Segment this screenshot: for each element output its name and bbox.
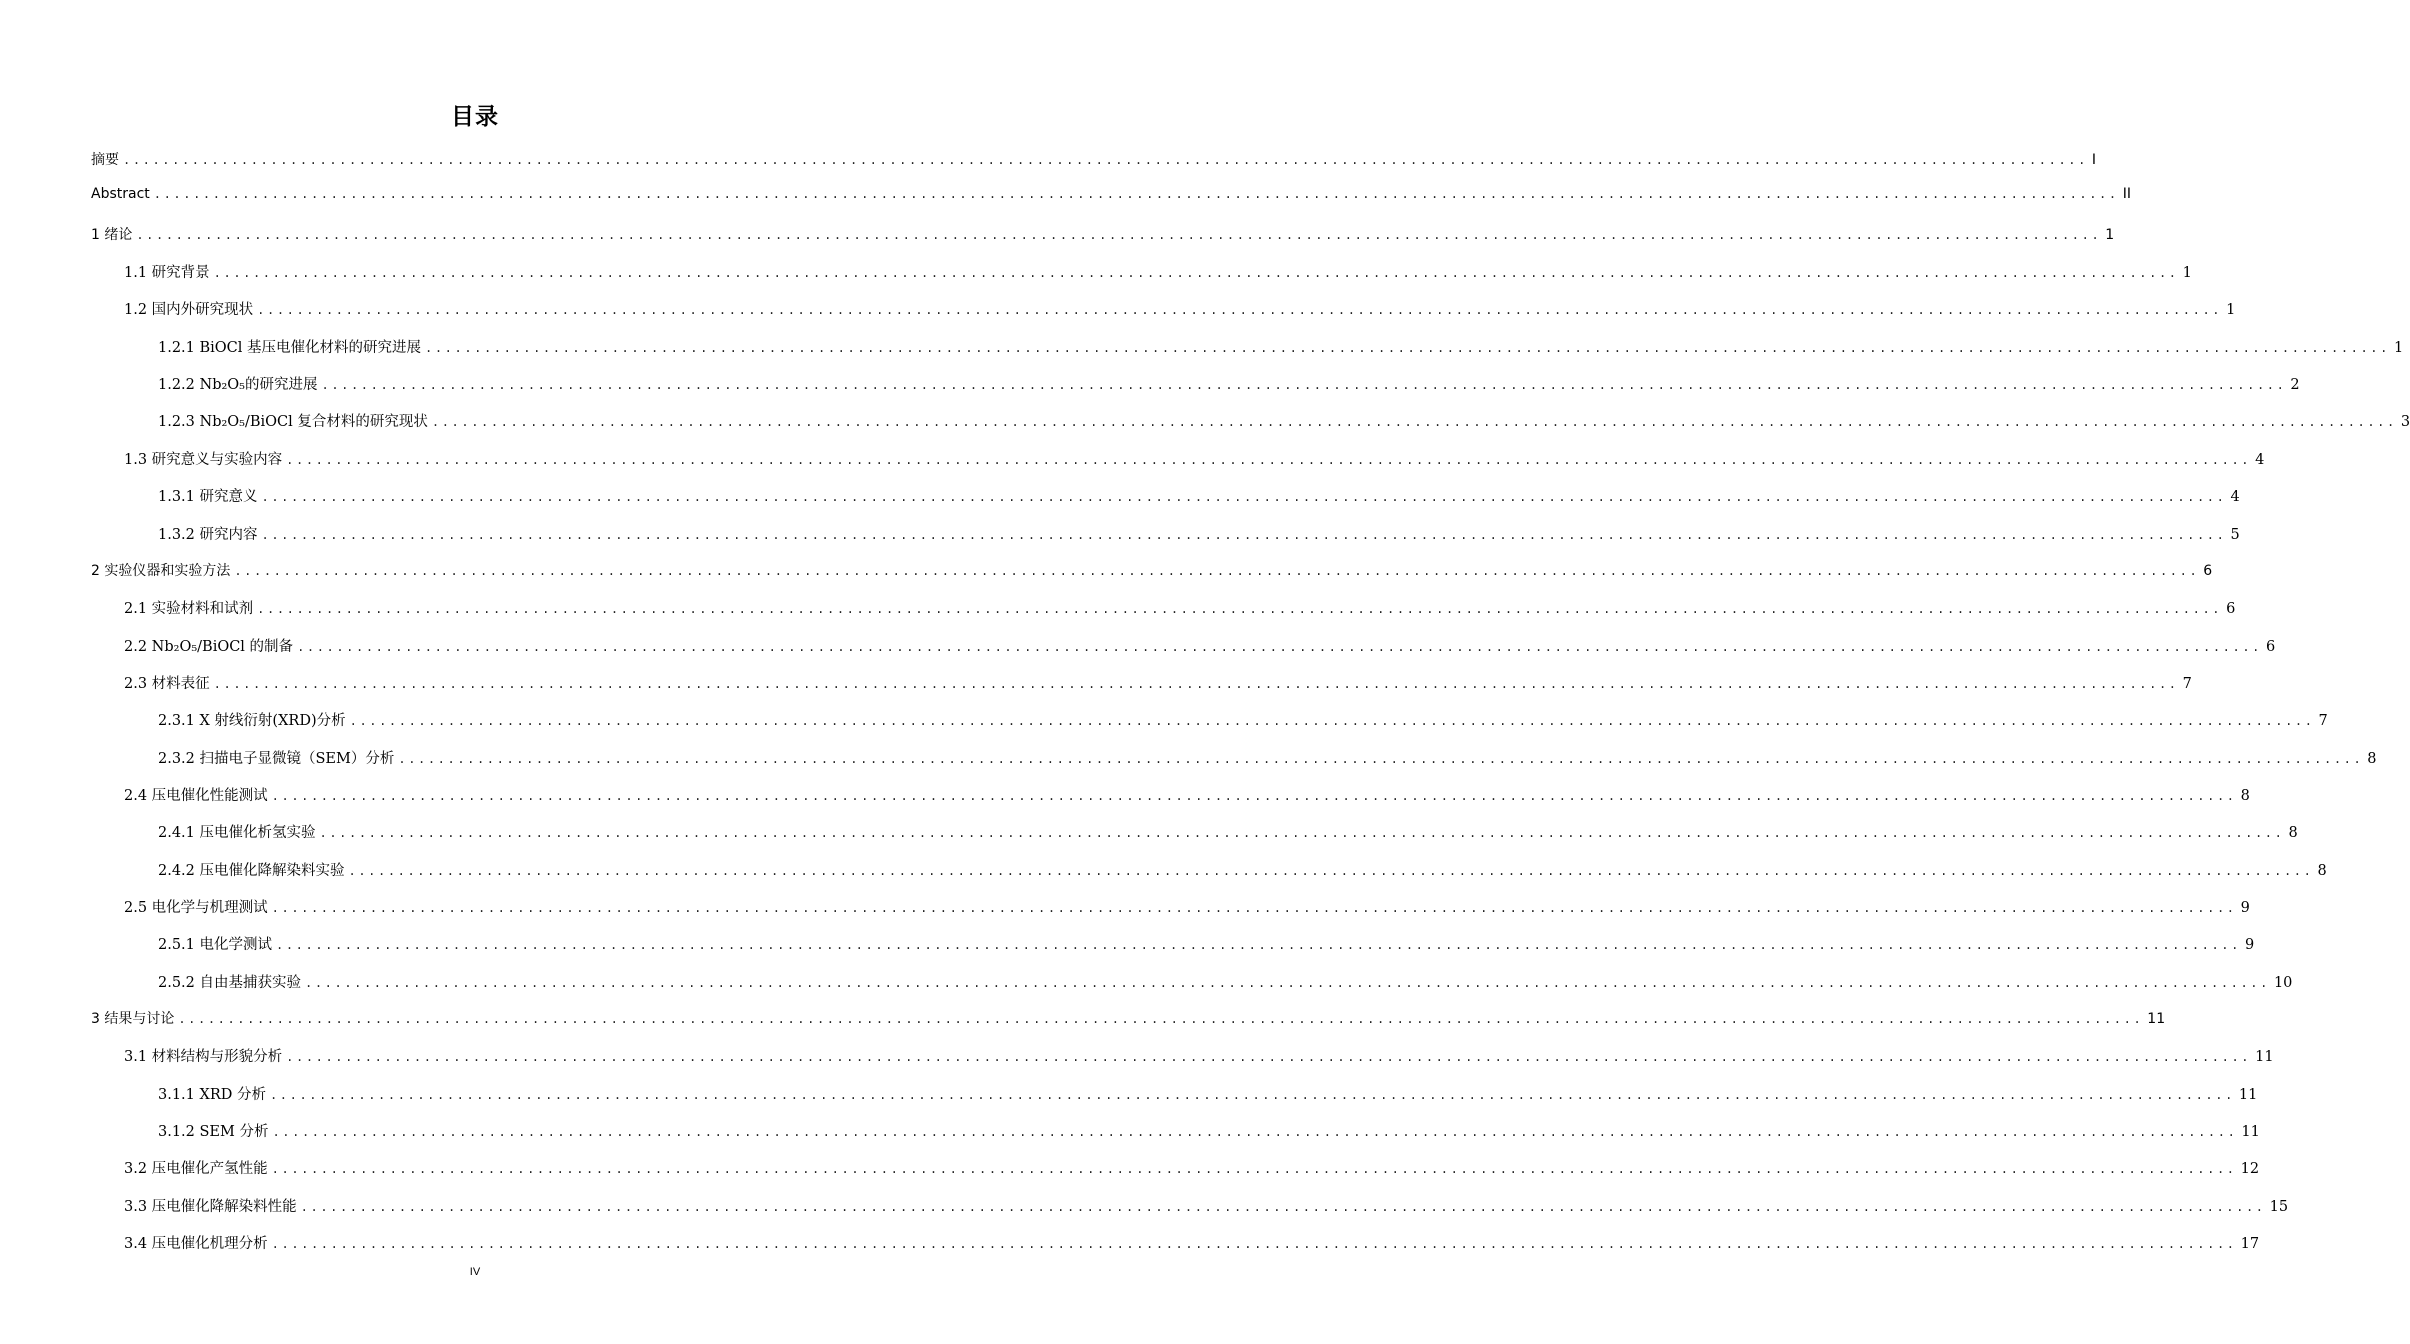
- toc-entry-label: 2.3.2 扫描电子显微镜（SEM）分析: [158, 751, 395, 767]
- toc-entry-label: 2.5.1 电化学测试: [158, 937, 273, 953]
- toc-entry-page: 12: [2240, 1161, 2260, 1177]
- toc-entry-page: 17: [2240, 1236, 2260, 1252]
- toc-leader-dots: ........................................................................................................................................................................................................: [276, 938, 2241, 952]
- toc-entry-page: 11: [2238, 1087, 2258, 1103]
- toc-leader-dots: ........................................................................................................................................................................................................: [271, 1162, 2237, 1176]
- page-number: IV: [469, 1266, 481, 1278]
- toc-entry-label: 3.1.2 SEM 分析: [158, 1124, 269, 1140]
- toc-entry[interactable]: [158, 933, 2255, 955]
- toc-leader-dots: ........................................................................................................................................................................................................: [271, 789, 2237, 803]
- toc-leader-dots: ........................................................................................................................................................................................................: [349, 714, 2315, 728]
- toc-entry[interactable]: [91, 149, 2097, 171]
- toc-entry[interactable]: [158, 859, 2327, 881]
- toc-entry-page: 3: [2400, 414, 2410, 430]
- toc-entry-page: 8: [2317, 863, 2327, 879]
- toc-leader-dots: ........................................................................................................................................................................................................: [431, 415, 2397, 429]
- toc-entry-page: 10: [2273, 975, 2293, 991]
- toc-entry[interactable]: [91, 1008, 2166, 1030]
- toc-entry[interactable]: [158, 485, 2240, 507]
- toc-entry-label: 摘要: [91, 152, 119, 168]
- toc-entry-label: 2.2 Nb₂O₅/BiOCl 的制备: [124, 639, 294, 655]
- toc-entry[interactable]: [91, 224, 2115, 246]
- toc-entry[interactable]: [158, 821, 2298, 843]
- toc-entry-label: 1.1 研究背景: [124, 265, 210, 281]
- toc-leader-dots: ........................................................................................................................................................................................................: [271, 901, 2237, 915]
- toc-entry-label: 2.3 材料表征: [124, 676, 210, 692]
- toc-leader-dots: ........................................................................................................................................................................................................: [269, 1088, 2235, 1102]
- toc-entry-page: 4: [2255, 452, 2265, 468]
- toc-entry[interactable]: [158, 1120, 2260, 1142]
- toc-leader-dots: ........................................................................................................................................................................................................: [286, 1050, 2252, 1064]
- toc-entry-label: 1.2.1 BiOCl 基压电催化材料的研究进展: [158, 340, 422, 356]
- toc-entry-label: 1.2 国内外研究现状: [124, 302, 254, 318]
- toc-entry-page: 5: [2230, 527, 2240, 543]
- toc-entry-label: 2 实验仪器和实验方法: [91, 563, 231, 579]
- toc-leader-dots: ........................................................................................................................................................................................................: [425, 341, 2390, 355]
- toc-entry-label: 1.2.3 Nb₂O₅/BiOCl 复合材料的研究现状: [158, 414, 428, 430]
- toc-entry[interactable]: [91, 186, 2131, 208]
- toc-leader-dots: ........................................................................................................................................................................................................: [271, 1237, 2237, 1251]
- toc-entry-label: Abstract: [91, 186, 150, 202]
- toc-leader-dots: ........................................................................................................................................................................................................: [348, 864, 2314, 878]
- toc-entry[interactable]: [124, 1232, 2260, 1254]
- toc-entry[interactable]: [124, 784, 2250, 806]
- toc-entry[interactable]: [158, 971, 2293, 993]
- toc-leader-dots: ........................................................................................................................................................................................................: [153, 187, 2119, 201]
- toc-entry-page: 9: [2244, 937, 2255, 953]
- toc-leader-dots: ........................................................................................................................................................................................................: [257, 303, 2223, 317]
- toc-entry[interactable]: [124, 1195, 2289, 1217]
- toc-entry-label: 3 结果与讨论: [91, 1011, 175, 1027]
- toc-entry[interactable]: [124, 298, 2236, 320]
- toc-entry-label: 1.3.2 研究内容: [158, 527, 258, 543]
- toc-entry-page: 6: [2203, 563, 2213, 579]
- toc-entry[interactable]: [124, 672, 2192, 694]
- toc-entry[interactable]: [124, 896, 2250, 918]
- toc-leader-dots: ........................................................................................................................................................................................................: [305, 976, 2270, 990]
- toc-entry-page: 1: [2182, 265, 2192, 281]
- toc-entry-page: 11: [2147, 1011, 2166, 1027]
- toc-entry-page: 8: [2367, 751, 2377, 767]
- toc-entry-page: 11: [2241, 1124, 2260, 1140]
- toc-entry-label: 3.1.1 XRD 分析: [158, 1087, 266, 1103]
- toc-entry-label: 2.4.1 压电催化析氢实验: [158, 825, 316, 841]
- toc-entry[interactable]: [158, 373, 2300, 395]
- toc-entry-label: 2.4 压电催化性能测试: [124, 788, 268, 804]
- toc-entry[interactable]: [124, 1045, 2274, 1067]
- toc-entry-label: 1 绪论: [91, 227, 133, 243]
- toc-entry-page: 7: [2318, 713, 2328, 729]
- toc-entry-label: 3.4 压电催化机理分析: [124, 1236, 268, 1252]
- toc-entry-page: 7: [2182, 676, 2192, 692]
- toc-leader-dots: ........................................................................................................................................................................................................: [286, 453, 2252, 467]
- toc-entry-page: 1: [2393, 340, 2404, 356]
- toc-entry-page: 8: [2240, 788, 2250, 804]
- toc-entry-page: 9: [2240, 900, 2250, 916]
- toc-leader-dots: ........................................................................................................................................................................................................: [321, 378, 2287, 392]
- toc-entry-page: 15: [2269, 1199, 2289, 1215]
- toc-leader-dots: ........................................................................................................................................................................................................: [234, 564, 2200, 578]
- toc-entry[interactable]: [124, 448, 2265, 470]
- toc-leader-dots: ........................................................................................................................................................................................................: [178, 1012, 2144, 1026]
- toc-leader-dots: ........................................................................................................................................................................................................: [136, 228, 2102, 242]
- toc-entry-label: 1.3 研究意义与实验内容: [124, 452, 283, 468]
- toc-entry[interactable]: [124, 261, 2192, 283]
- toc-entry[interactable]: [124, 1157, 2260, 1179]
- toc-entry[interactable]: [158, 709, 2328, 731]
- toc-leader-dots: ........................................................................................................................................................................................................: [398, 752, 2364, 766]
- toc-entry-page: 6: [2265, 639, 2276, 655]
- toc-leader-dots: ........................................................................................................................................................................................................: [123, 153, 2088, 167]
- toc-entry-label: 3.1 材料结构与形貌分析: [124, 1049, 283, 1065]
- toc-entry-label: 2.5 电化学与机理测试: [124, 900, 268, 916]
- toc-entry-label: 3.2 压电催化产氢性能: [124, 1161, 268, 1177]
- toc-entry-label: 2.1 实验材料和试剂: [124, 601, 254, 617]
- toc-entry[interactable]: [124, 635, 2276, 657]
- toc-leader-dots: ........................................................................................................................................................................................................: [213, 266, 2179, 280]
- toc-entry[interactable]: [91, 560, 2213, 582]
- toc-leader-dots: ........................................................................................................................................................................................................: [261, 528, 2227, 542]
- toc-entry-page: 8: [2288, 825, 2298, 841]
- toc-entry-page: II: [2122, 186, 2131, 202]
- toc-entry[interactable]: [158, 410, 2410, 432]
- toc-entry-label: 1.2.2 Nb₂O₅的研究进展: [158, 377, 318, 393]
- toc-entry-label: 2.5.2 自由基捕获实验: [158, 975, 302, 991]
- toc-entry-page: 6: [2226, 601, 2236, 617]
- toc-entry-page: I: [2091, 152, 2097, 168]
- toc-entry-label: 1.3.1 研究意义: [158, 489, 258, 505]
- toc-entry-page: 11: [2255, 1049, 2274, 1065]
- toc-leader-dots: ........................................................................................................................................................................................................: [213, 677, 2179, 691]
- toc-leader-dots: ........................................................................................................................................................................................................: [261, 490, 2227, 504]
- toc-entry-label: 3.3 压电催化降解染料性能: [124, 1199, 297, 1215]
- toc-entry-page: 1: [2226, 302, 2236, 318]
- toc-leader-dots: ........................................................................................................................................................................................................: [272, 1125, 2238, 1139]
- toc-leader-dots: ........................................................................................................................................................................................................: [319, 826, 2285, 840]
- toc-entry[interactable]: [158, 336, 2404, 358]
- toc-entry-label: 2.4.2 压电催化降解染料实验: [158, 863, 345, 879]
- toc-leader-dots: ........................................................................................................................................................................................................: [257, 602, 2223, 616]
- toc-entry[interactable]: [124, 597, 2236, 619]
- toc-leader-dots: ........................................................................................................................................................................................................: [297, 640, 2262, 654]
- toc-entry-page: 4: [2230, 489, 2240, 505]
- toc-entry[interactable]: [158, 523, 2240, 545]
- toc-entry[interactable]: [158, 747, 2377, 769]
- toc-entry-page: 2: [2290, 377, 2300, 393]
- toc-leader-dots: ........................................................................................................................................................................................................: [300, 1200, 2266, 1214]
- toc-entry-page: 1: [2105, 227, 2115, 243]
- toc-entry-label: 2.3.1 X 射线衍射(XRD)分析: [158, 713, 346, 729]
- toc-title: 目录: [451, 104, 499, 130]
- toc-entry[interactable]: [158, 1083, 2258, 1105]
